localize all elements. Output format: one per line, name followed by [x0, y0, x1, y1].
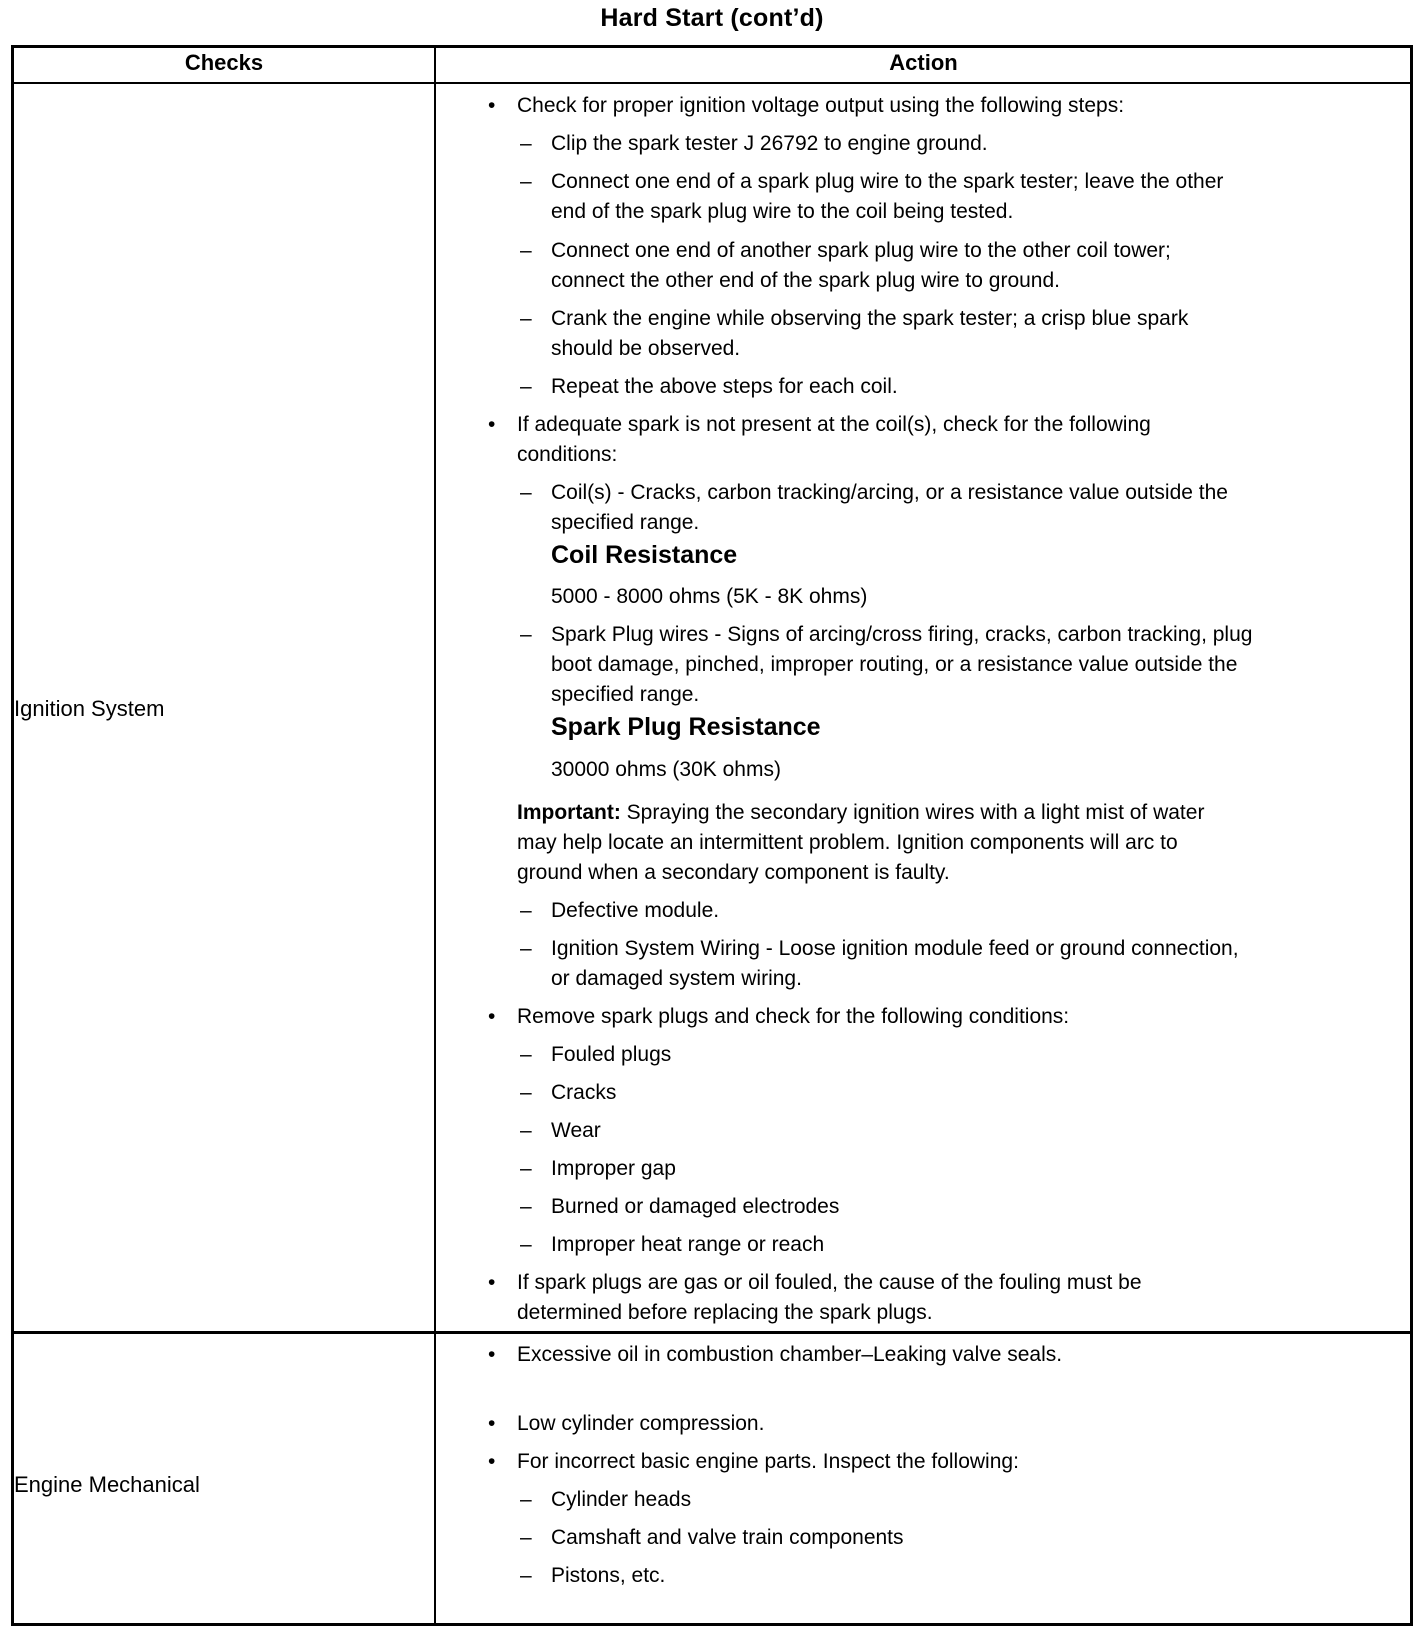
action-line: Improper gap [551, 1157, 676, 1180]
dash-icon: – [520, 899, 532, 922]
dash-icon: – [520, 481, 532, 504]
column-divider [434, 45, 436, 1626]
check-ignition-system: Ignition System [14, 696, 165, 721]
row-divider [11, 1331, 1413, 1334]
action-line: may help locate an intermittent problem. Ignition components will arc to [517, 831, 1178, 854]
bullet-icon: • [488, 94, 496, 117]
dash-icon: – [520, 1488, 532, 1511]
action-line: Cracks [551, 1081, 617, 1104]
action-line: Pistons, etc. [551, 1564, 666, 1587]
dash-icon: – [520, 375, 532, 398]
action-line: Spark Plug wires - Signs of arcing/cross firing, cracks, carbon tracking, plug [551, 623, 1253, 646]
action-line: Coil(s) - Cracks, carbon tracking/arcing, or a resistance value outside the [551, 481, 1228, 504]
action-line: boot damage, pinched, improper routing, or a resistance value outside the [551, 653, 1238, 676]
action-line: specified range. [551, 683, 700, 706]
action-line: conditions: [517, 443, 618, 466]
dash-icon: – [520, 1157, 532, 1180]
bullet-icon: • [488, 1343, 496, 1366]
bullet-icon: • [488, 413, 496, 436]
action-line: end of the spark plug wire to the coil being tested. [551, 200, 1014, 223]
dash-icon: – [520, 1081, 532, 1104]
column-header-checks: Checks [184, 50, 264, 75]
important-label: Important: [517, 801, 621, 824]
spark-plug-resistance-value: 30000 ohms (30K ohms) [551, 758, 781, 781]
dash-icon: – [520, 937, 532, 960]
dash-icon: – [520, 1564, 532, 1587]
action-line: Burned or damaged electrodes [551, 1195, 840, 1218]
dash-icon: – [520, 1526, 532, 1549]
action-line: Repeat the above steps for each coil. [551, 375, 898, 398]
action-line: Crank the engine while observing the spark tester; a crisp blue spark [551, 307, 1189, 330]
page-title: Hard Start (cont’d) [600, 4, 824, 32]
bullet-icon: • [488, 1005, 496, 1028]
dash-icon: – [520, 132, 532, 155]
action-line: Excessive oil in combustion chamber–Leaking valve seals. [517, 1343, 1063, 1366]
dash-icon: – [520, 623, 532, 646]
action-line: connect the other end of the spark plug wire to ground. [551, 269, 1060, 292]
action-line: Clip the spark tester J 26792 to engine ground. [551, 132, 988, 155]
coil-resistance-value: 5000 - 8000 ohms (5K - 8K ohms) [551, 585, 868, 608]
action-line: Remove spark plugs and check for the following conditions: [517, 1005, 1070, 1028]
important-note [517, 800, 1204, 826]
action-line: Camshaft and valve train components [551, 1526, 904, 1549]
column-header-action: Action [889, 50, 958, 75]
bullet-icon: • [488, 1412, 496, 1435]
action-line: Connect one end of a spark plug wire to the spark tester; leave the other [551, 170, 1224, 193]
action-line: Wear [551, 1119, 601, 1142]
spark-plug-resistance-heading: Spark Plug Resistance [551, 713, 821, 741]
action-line: Improper heat range or reach [551, 1233, 825, 1256]
action-line: should be observed. [551, 337, 741, 360]
action-line: ground when a secondary component is faulty. [517, 861, 950, 884]
action-line: Low cylinder compression. [517, 1412, 765, 1435]
action-line: If spark plugs are gas or oil fouled, the cause of the fouling must be [517, 1271, 1142, 1294]
action-line: Cylinder heads [551, 1488, 692, 1511]
bullet-icon: • [488, 1271, 496, 1294]
action-line: specified range. [551, 511, 700, 534]
bullet-icon: • [488, 1450, 496, 1473]
coil-resistance-heading: Coil Resistance [551, 541, 738, 569]
action-line: For incorrect basic engine parts. Inspect the following: [517, 1450, 1019, 1473]
dash-icon: – [520, 1119, 532, 1142]
dash-icon: – [520, 307, 532, 330]
check-engine-mechanical: Engine Mechanical [14, 1472, 200, 1497]
action-line: Ignition System Wiring - Loose ignition module feed or ground connection, [551, 937, 1239, 960]
action-line: Fouled plugs [551, 1043, 672, 1066]
dash-icon: – [520, 170, 532, 193]
header-divider [11, 82, 1413, 84]
action-line: Connect one end of another spark plug wire to the other coil tower; [551, 239, 1171, 262]
important-text: Spraying the secondary ignition wires with a light mist of water [626, 801, 1205, 824]
action-line: Defective module. [551, 899, 720, 922]
action-line: determined before replacing the spark plugs. [517, 1301, 933, 1324]
dash-icon: – [520, 1043, 532, 1066]
action-line: If adequate spark is not present at the coil(s), check for the following [517, 413, 1151, 436]
dash-icon: – [520, 1233, 532, 1256]
action-line: or damaged system wiring. [551, 967, 802, 990]
dash-icon: – [520, 1195, 532, 1218]
action-line: Check for proper ignition voltage output using the following steps: [517, 94, 1125, 117]
dash-icon: – [520, 239, 532, 262]
